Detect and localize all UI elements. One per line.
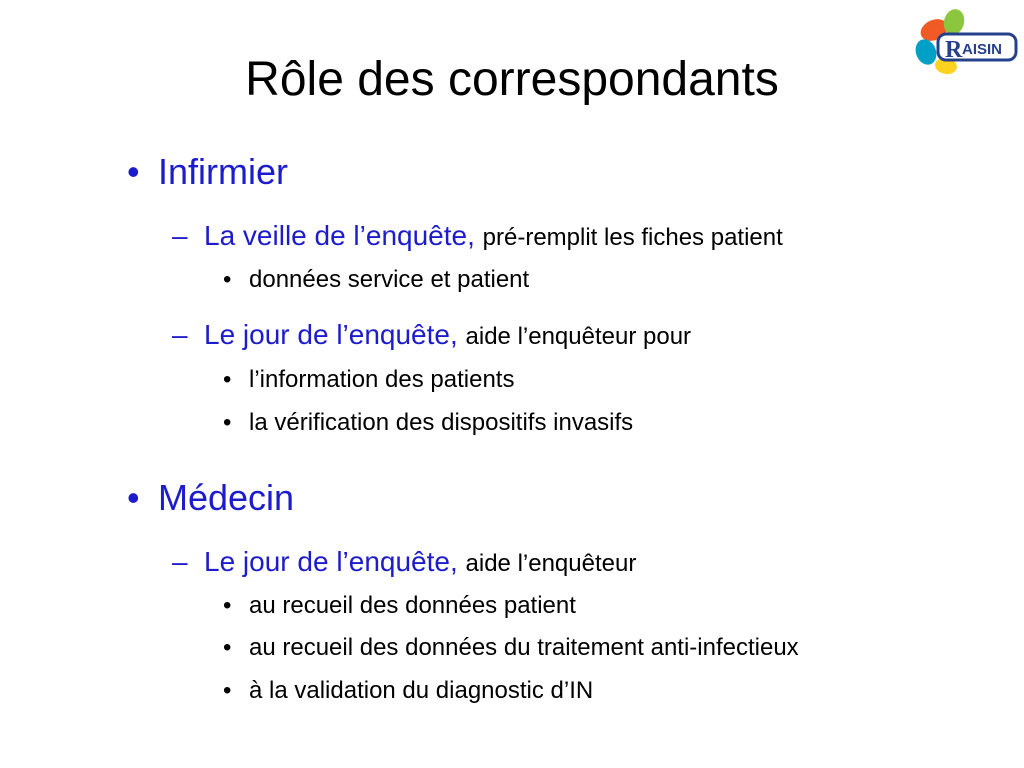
subitem-text: données service et patient: [249, 266, 530, 293]
bullet-marker: •: [127, 477, 140, 518]
bullet-marker: •: [127, 151, 140, 192]
subitem-text: l’information des patients: [249, 366, 515, 393]
raisin-logo-icon: [896, 8, 1018, 80]
dash-marker: –: [172, 319, 188, 350]
item-lead: La veille de l’enquête, pré-remplit les fiches patient: [204, 220, 783, 251]
subitem-text: au recueil des données du traitement anti-infectieux: [249, 634, 799, 661]
slide-title: Rôle des correspondants: [245, 53, 779, 106]
logo-letter-r: R: [945, 37, 963, 63]
subitem-text: à la validation du diagnostic d’IN: [249, 677, 594, 704]
subitem-marker: •: [223, 677, 232, 704]
subitem-marker: •: [223, 266, 232, 293]
item-lead: Le jour de l’enquête, aide l’enquêteur: [204, 546, 637, 577]
subitem-marker: •: [223, 366, 232, 393]
dash-marker: –: [172, 220, 188, 251]
item-rest: aide l’enquêteur: [465, 550, 637, 577]
item-rest: pré-remplit les fiches patient: [482, 224, 783, 251]
section-heading-medecin: Médecin: [158, 477, 295, 518]
logo-word: AISIN: [962, 41, 1003, 58]
raisin-logo: [896, 8, 1018, 80]
subitem-marker: •: [223, 592, 232, 619]
subitem-marker: •: [223, 634, 232, 661]
subitem-text: au recueil des données patient: [249, 592, 576, 619]
subitem-text: la vérification des dispositifs invasifs: [249, 409, 634, 436]
dash-marker: –: [172, 546, 188, 577]
item-lead: Le jour de l’enquête, aide l’enquêteur pour: [204, 319, 692, 350]
subitem-marker: •: [223, 409, 232, 436]
section-heading-infirmier: Infirmier: [158, 151, 289, 192]
item-rest: aide l’enquêteur pour: [465, 323, 692, 350]
